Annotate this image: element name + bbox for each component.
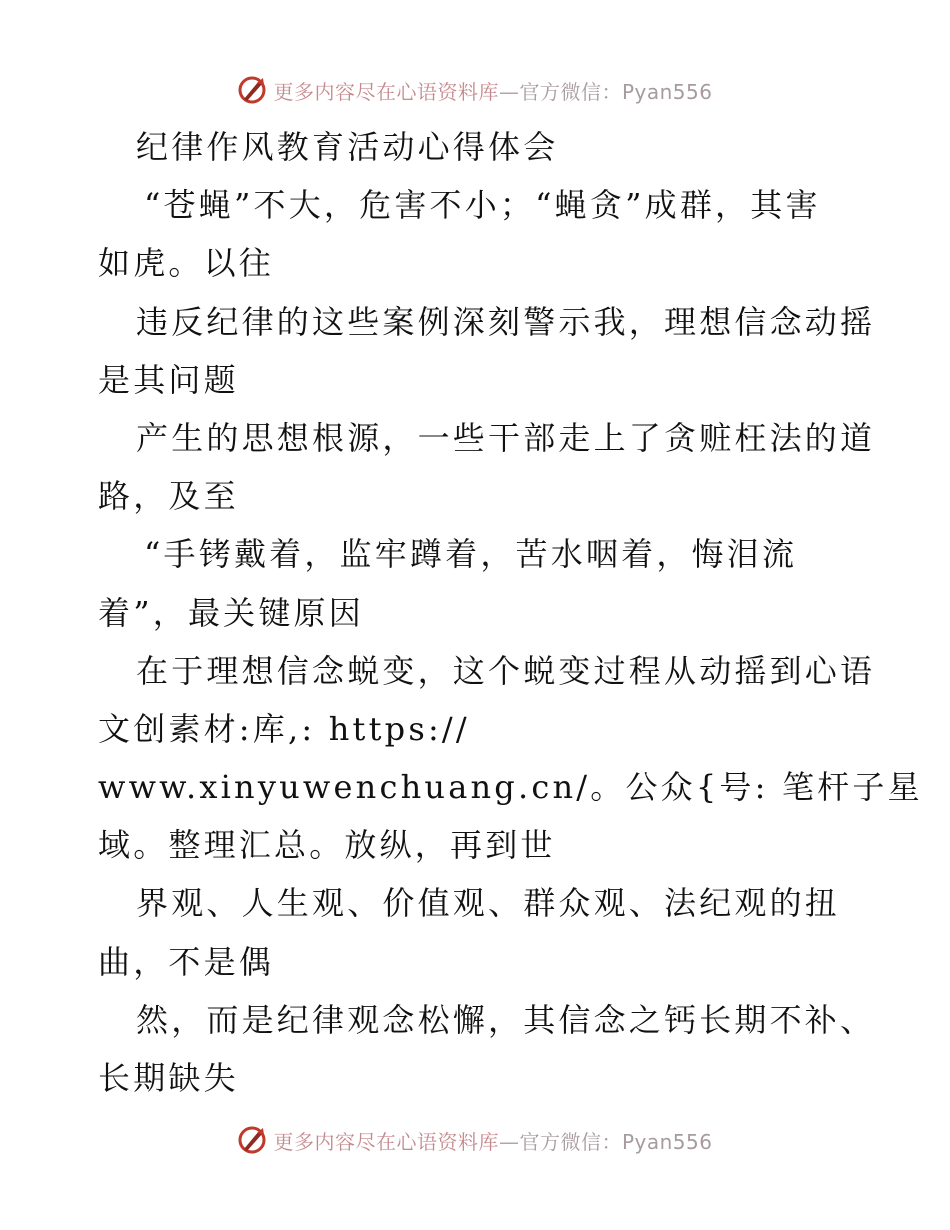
paragraph-line: 违反纪律的这些案例深刻警示我，理想信念动摇 xyxy=(136,302,876,341)
paragraph-line: 如虎。以往 xyxy=(98,244,275,283)
footer-separator: — xyxy=(498,1129,520,1154)
paragraph-line: 着”，最关键原因 xyxy=(98,593,364,632)
quill-logo-icon xyxy=(237,75,267,105)
paragraph-line: “手铐戴着，监牢蹲着，苦水咽着，悔泪流 xyxy=(144,535,798,574)
header-contact-text: 官方微信：Pyan556 xyxy=(519,79,713,104)
header-banner-text xyxy=(273,76,712,105)
header-brand-text: 更多内容尽在心语资料库 xyxy=(273,79,499,104)
paragraph-line: 文创素材:库,: https:// xyxy=(98,709,470,748)
footer-contact-text: 官方微信：Pyan556 xyxy=(519,1129,713,1154)
header-separator: — xyxy=(498,79,520,104)
paragraph-line: 域。整理汇总。放纵，再到世 xyxy=(98,826,556,865)
paragraph-line: www.xinyuwenchuang.cn/。公众{号: 笔杆子星 xyxy=(98,768,923,807)
paragraph-line: 曲，不是偶 xyxy=(98,942,275,981)
document-body xyxy=(98,118,923,1107)
footer-banner-text xyxy=(273,1126,712,1155)
paragraph-line: 在于理想信念蜕变，这个蜕变过程从动摇到心语 xyxy=(136,651,876,690)
paragraph-line: 是其问题 xyxy=(98,360,239,399)
paragraph-line: 路，及至 xyxy=(98,477,239,516)
paragraph-line: 界观、人生观、价值观、群众观、法纪观的扭 xyxy=(136,884,841,923)
paragraph-line: 长期缺失 xyxy=(98,1059,239,1097)
header-banner xyxy=(0,70,950,110)
paragraph-line: “苍蝇”不大，危害不小；“蝇贪”成群，其害 xyxy=(144,186,821,225)
paragraph-line: 然，而是纪律观念松懈，其信念之钙长期不补、 xyxy=(136,1000,876,1039)
footer-brand-text: 更多内容尽在心语资料库 xyxy=(273,1129,499,1154)
paragraph-line: 产生的思想根源，一些干部走上了贪赃枉法的道 xyxy=(136,418,876,457)
quill-logo-icon xyxy=(237,1125,267,1155)
document-title: 纪律作风教育活动心得体会 xyxy=(136,128,559,166)
footer-banner xyxy=(0,1120,950,1160)
